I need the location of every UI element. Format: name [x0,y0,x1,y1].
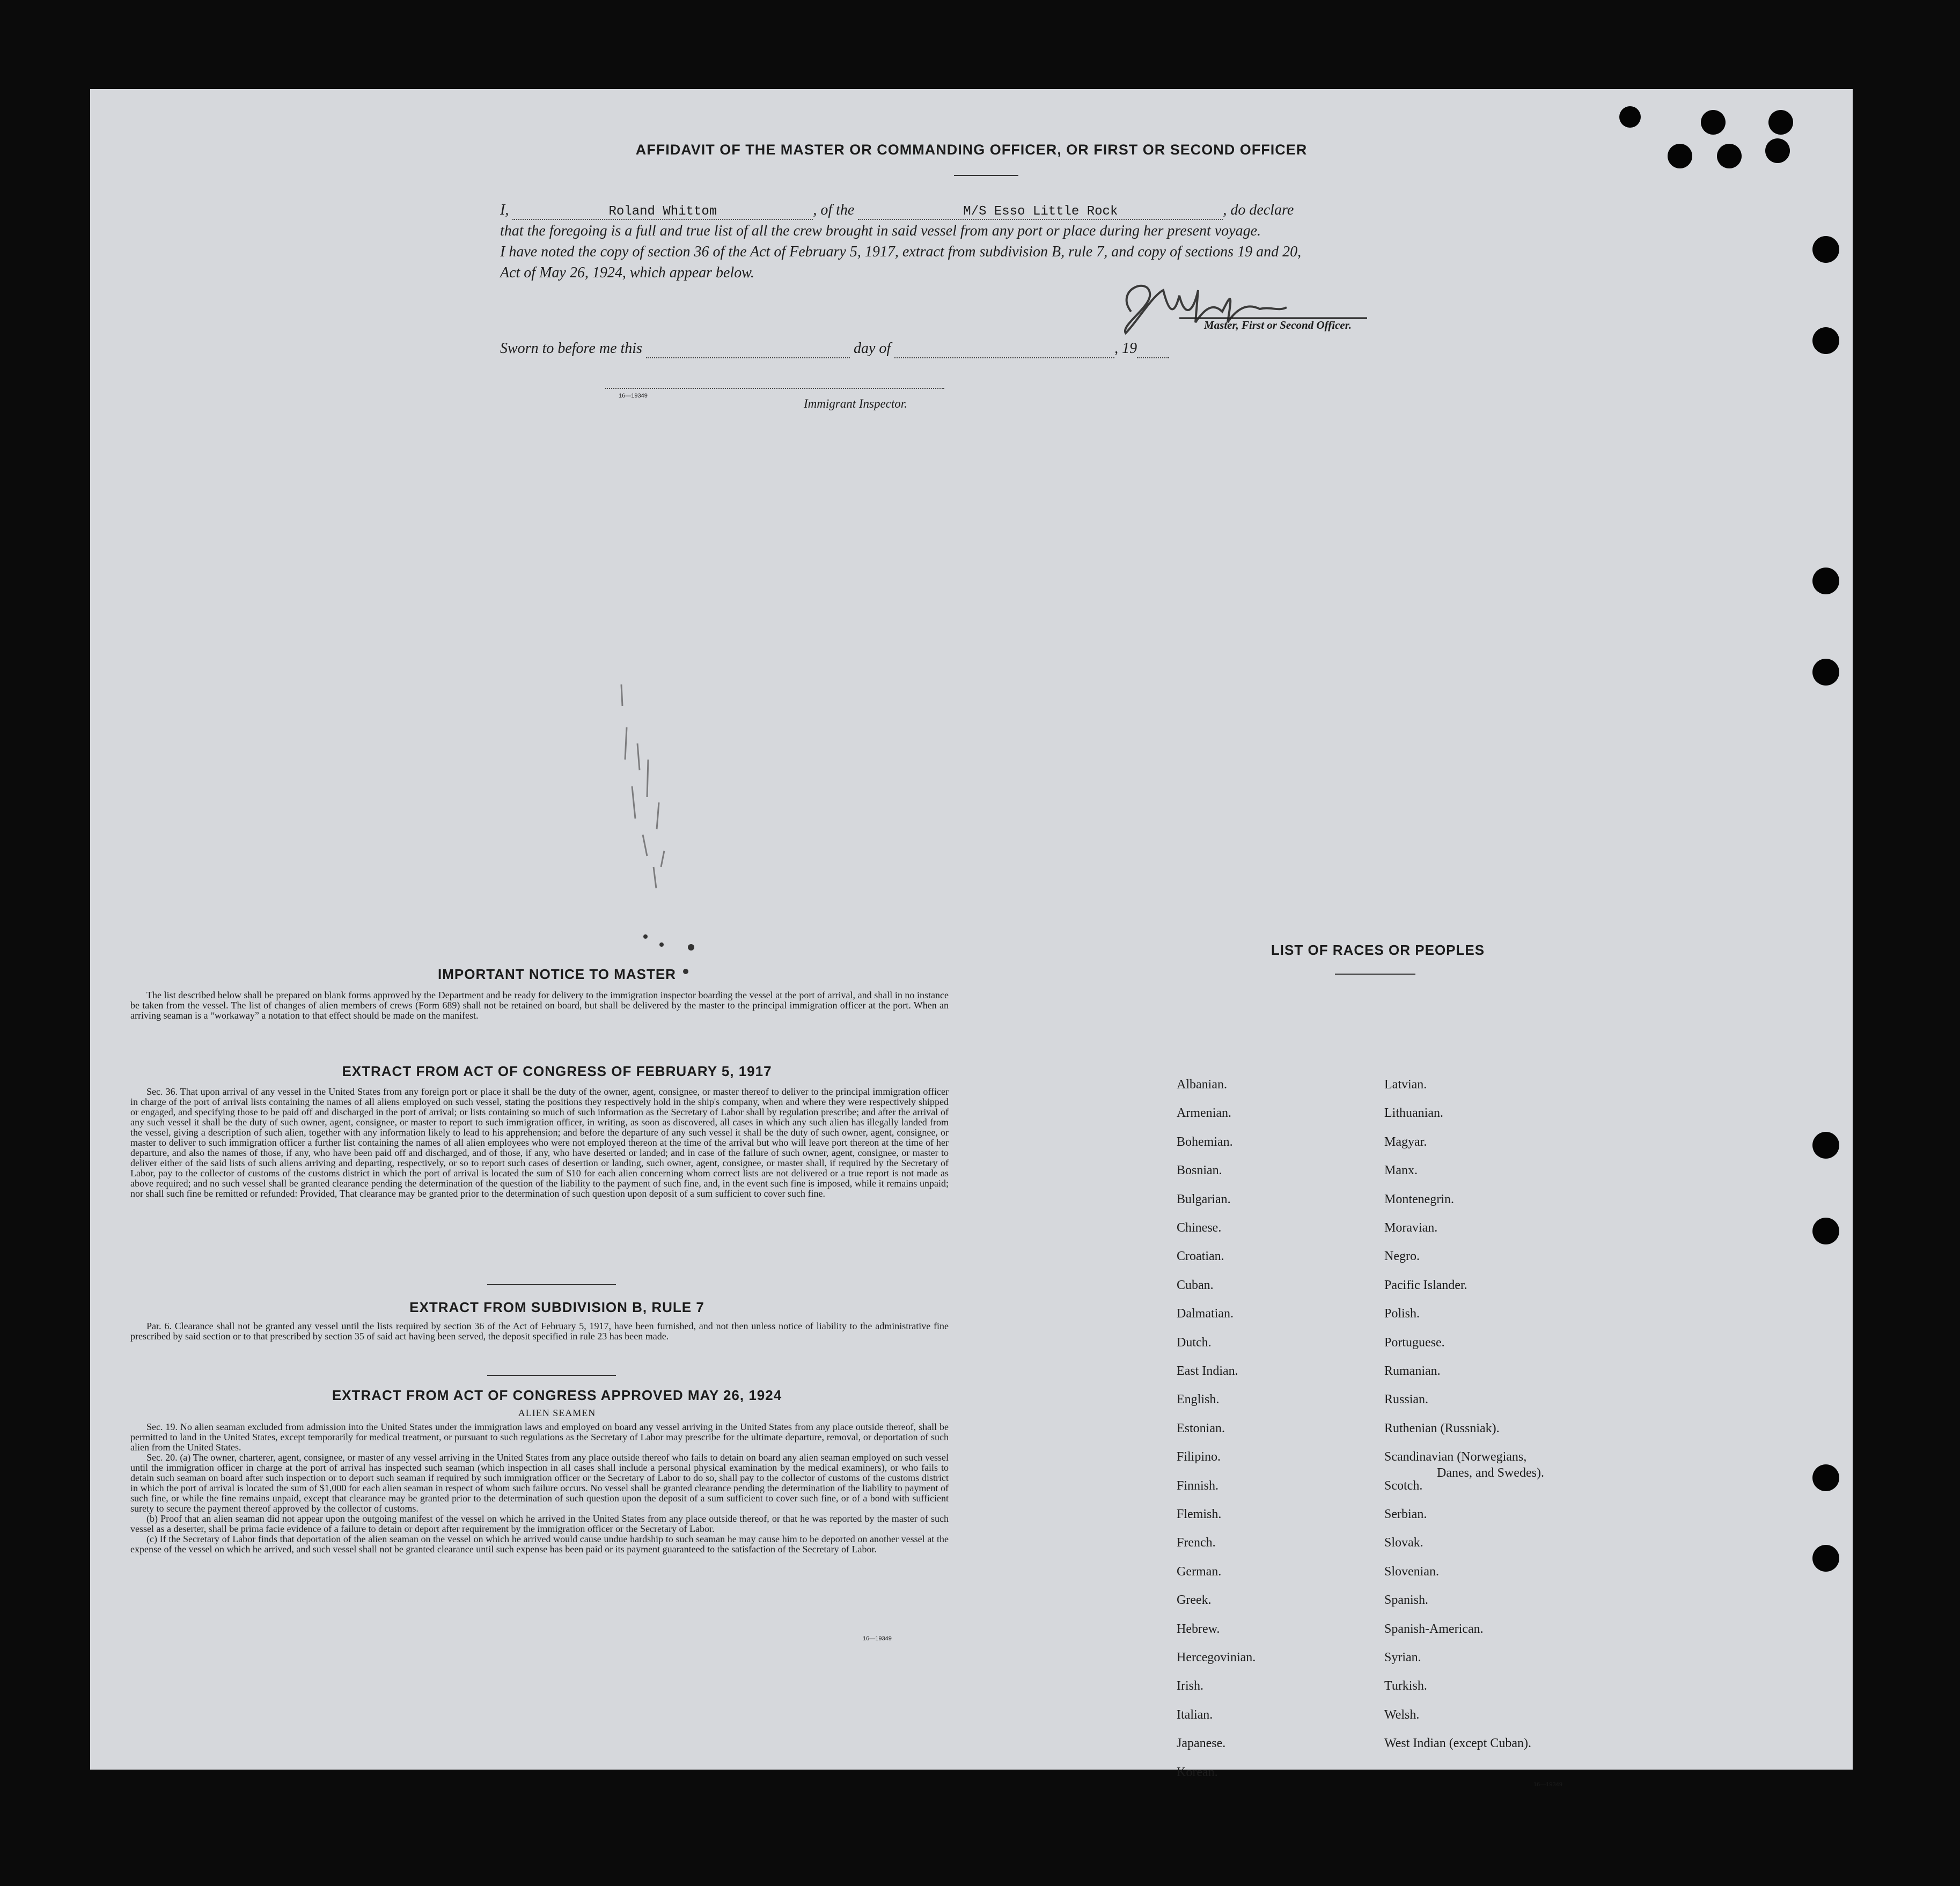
race-item: Finnish. [1177,1478,1219,1493]
extract-1917-text: Sec. 36. That upon arrival of any vessel in the United States from any foreign port or place it shall be the duty of the owner, agent, consignee, or master thereof to deliver to the principal immigration officer in charge of the port of arrival lists containing the names of all aliens employed on such vessel, stating the positions they respectively hold in the ship's company, when and where they were respectively shipped or engaged, and specifying those to be paid off and discharged in the port of arrival; or lists containing so much of such information as the Secretary of Labor shall by regulation prescribe; and after the arrival of any such vessel it shall be the duty of such owner, agent, consignee, or master to report to such immigration officer, in writing, as soon as discovered, all cases in which any such alien has illegally landed from the vessel, giving a description of such alien, together with any information likely to lead to his apprehension; and before the departure of any such vessel it shall be the duty of such owner, agent, consignee, or master to deliver to such immigration officer a further list containing the names of all alien employees who were not employed thereon at the time of the arrival but who will leave port thereon at the time of her departure, and also the names of those, if any, who have been paid off and discharged, and of those, if any, who have deserted or landed; and in case of the failure of such owner, agent, consignee, or master to deliver either of the said lists of such aliens arriving and departing, respectively, or so to report such cases of desertion or landing, such owner, agent, consignee, or master shall, if required by the Secretary of Labor, pay to the collector of customs of the customs district in which the port of arrival is located the sum of $10 for each alien concerning whom correct lists are not delivered or a true report is not made as above required; and no such vessel shall be granted clearance pending the determination of the question of the liability to the payment of such fine, and, in the event such fine is imposed, while it remains unpaid; nor shall such fine be remitted or refunded: Provided, That clearance may be granted prior to the determination of such question upon deposit of a sum sufficient to cover such fine. [130,1086,949,1199]
race-item: Polish. [1384,1307,1420,1321]
affidavit-line-2: that the foregoing is a full and true list of all the crew brought in said vessel from any port or place during her present voyage. [500,223,1261,239]
sworn-day-field [646,340,850,358]
affidavit-form-number: 16—19349 [619,393,648,399]
races-form-number: 16—19349 [1533,1781,1562,1788]
race-item: West Indian (except Cuban). [1384,1736,1531,1751]
day-of-label: day of [853,340,891,357]
race-item: Scotch. [1384,1478,1423,1493]
rule7-text: Par. 6. Clearance shall not be granted any vessel until the lists required by section 36 of the Act of February 5, 1917, have been furnished, and not then unless notice of liability to the administrative fine prescribed by said section or to that prescribed by section 35 of said act having been served, the deposit specified in rule 23 has been made. [130,1321,949,1342]
punch-hole [1619,106,1641,128]
race-item: Chinese. [1177,1221,1222,1235]
race-item: Bosnian. [1177,1163,1222,1178]
races-rule [1335,974,1415,975]
affidavit-line-4: Act of May 26, 1924, which appear below. [500,264,754,281]
extract-1924-subtitle: ALIEN SEAMEN [518,1408,596,1418]
inspector-caption: Immigrant Inspector. [804,397,907,410]
year-label: , 19 [1114,340,1137,357]
notice-text: The list described below shall be prepared on blank forms approved by the Department and be ready for delivery to the immigration inspector boarding the vessel at the port of arrival, and shall in no instance be taken from the vessel. The list of changes of alien members of crews (Form 689) shall not be retained on board, but shall be delivered by the master to the principal immigration officer at the port. When an arriving seaman is a “workaway” a notation to that effect should be made on the manifest. [130,990,949,1021]
i-label: I, [500,202,509,218]
race-item: East Indian. [1177,1364,1238,1378]
rule7-rule [487,1375,616,1376]
do-declare-label: , do declare [1223,202,1294,218]
race-item: Bulgarian. [1177,1192,1231,1206]
ink-smudge-image [573,679,713,985]
race-item: German. [1177,1564,1222,1579]
race-item: Portuguese. [1384,1335,1445,1350]
title-rule [954,175,1018,176]
race-item: Flemish. [1177,1507,1222,1521]
affidavit-title: AFFIDAVIT OF THE MASTER OR COMMANDING OFFICER, OR FIRST OR SECOND OFFICER [635,142,1308,158]
race-scandinavian-line-2: Danes, and Swedes). [1437,1466,1544,1480]
vessel-field [858,202,1223,220]
race-item: Ruthenian (Russniak). [1384,1421,1500,1435]
race-item: Albanian. [1177,1078,1227,1092]
extract-1924-body [130,1422,949,1555]
of-the-label: , of the [813,202,855,218]
document-sheet [90,89,1853,1788]
sworn-label: Sworn to before me this [500,340,642,357]
race-item: Slovak. [1384,1536,1423,1550]
race-item: Rumanian. [1384,1364,1441,1378]
punch-hole [1812,1545,1839,1572]
punch-hole [1812,659,1839,686]
punch-hole [1701,110,1726,135]
name-field [512,202,813,220]
punch-hole [1765,138,1790,163]
affidavit-line-3: I have noted the copy of section 36 of the Act of February 5, 1917, extract from subdivision B, rule 7, and copy of sections 19 and 20, [500,244,1302,260]
race-item: Manx. [1384,1163,1418,1178]
punch-hole [1668,144,1692,168]
races-title: LIST OF RACES OR PEOPLES [1271,942,1485,958]
race-item: Montenegrin. [1384,1192,1454,1206]
race-item: Slovenian. [1384,1564,1439,1579]
race-item: Magyar. [1384,1134,1427,1149]
punch-hole [1812,236,1839,263]
extract-1924-form-number: 16—19349 [863,1635,892,1642]
race-item: Lithuanian. [1384,1106,1443,1121]
race-item: Filipino. [1177,1450,1221,1464]
punch-hole [1812,327,1839,354]
affidavit-line-1 [500,202,1294,220]
rule7-title: EXTRACT FROM SUBDIVISION B, RULE 7 [409,1299,704,1315]
extract-1917-title: EXTRACT FROM ACT OF CONGRESS OF FEBRUARY 5, 1917 [342,1063,772,1079]
race-item: Croatian. [1177,1249,1224,1264]
sec19-text: Sec. 19. No alien seaman excluded from admission into the United States under the immigration laws and employed on board any vessel arriving in the United States from any place outside thereof, shall be permitted to land in the United States, except temporarily for medical treatment, or pursuant to such regulations as the Secretary of Labor may prescribe for the ultimate departure, removal, or deportation of such alien from the United States. [130,1421,949,1453]
race-item: Cuban. [1177,1278,1214,1292]
race-item: Hercegovinian. [1177,1651,1256,1664]
sec20b-text: (b) Proof that an alien seaman did not appear upon the outgoing manifest of the vessel on which he arrived in the United States from any place outside thereof, or that he was reported by the master of such vessel as a deserter, shall be prima facie evidence of a failure to detain or deport after requirement by the immigration officer or the Secretary of Labor. [130,1513,949,1534]
race-item: Armenian. [1177,1106,1231,1121]
sworn-line [500,340,1169,358]
race-item: Dalmatian. [1177,1307,1234,1321]
punch-hole [1812,1218,1839,1244]
race-item: Serbian. [1384,1507,1427,1521]
punch-hole [1812,568,1839,594]
punch-hole [1717,144,1742,168]
sworn-month-field [894,340,1114,358]
race-item: Japanese. [1177,1736,1226,1751]
race-item: Moravian. [1384,1221,1438,1235]
punch-hole [1812,1132,1839,1159]
race-item: Dutch. [1177,1335,1212,1350]
vessel-name: M/S Esso Little Rock [963,204,1118,219]
race-item: Italian. [1177,1707,1213,1722]
master-name: Roland Whittom [608,204,717,219]
race-item: Turkish. [1384,1679,1427,1693]
race-item: Welsh. [1384,1707,1420,1722]
extract-1917-rule [487,1284,616,1285]
race-item: Irish. [1177,1679,1203,1693]
year-field [1137,340,1169,358]
race-item: Spanish-American. [1384,1622,1484,1636]
race-item: Latvian. [1384,1078,1427,1092]
race-item: Scandinavian (Norwegians, [1384,1450,1527,1464]
race-item: Negro. [1384,1249,1420,1264]
race-item: Russian. [1384,1393,1429,1407]
punch-hole [1812,1464,1839,1491]
race-item: Pacific Islander. [1384,1278,1467,1292]
race-item: Korean. [1177,1765,1218,1779]
race-item: English. [1177,1393,1220,1407]
sec20a-text: Sec. 20. (a) The owner, charterer, agent, consignee, or master of any vessel arriving in the United States from any place outside thereof who fails to detain on board any alien seaman employed on such vessel until the immigration officer in charge at the port of arrival has inspected such seaman (which inspection in all cases shall include a personal physical examination by the medical examiners), or who fails to detain such seaman on board after such inspection or to deport such seaman if required by such immigration officer or the Secretary of Labor to do so, shall pay to the collector of customs of the customs district in which the port of arrival is located the sum of $1,000 for each alien seaman in respect of whom such failure occurs. No vessel shall be granted clearance pending the determination of the liability to payment of such fine, or while the fine remains unpaid, except that clearance may be granted prior to the determination of such question upon the deposit of a sum sufficient to cover such fine, or of a bond with sufficient surety to secure the payment thereof approved by the collector of customs. [130,1452,949,1514]
race-item: Bohemian. [1177,1134,1233,1149]
race-item: Estonian. [1177,1421,1225,1435]
race-item: Hebrew. [1177,1622,1220,1636]
punch-hole [1768,110,1793,135]
extract-1924-title: EXTRACT FROM ACT OF CONGRESS APPROVED MAY 26, 1924 [332,1387,782,1403]
notice-title: IMPORTANT NOTICE TO MASTER [438,966,676,982]
race-item: Syrian. [1384,1651,1421,1664]
race-item: French. [1177,1536,1216,1550]
race-item: Greek. [1177,1593,1212,1608]
race-item: Spanish. [1384,1593,1429,1608]
sec20c-text: (c) If the Secretary of Labor finds that deportation of the alien seaman on the vessel on which he arrived would cause undue hardship to such seaman he may cause him to be deported on another vessel at the expense of the vessel on which he arrived, and such vessel shall not be granted clearance until such expense has been paid or its payment guaranteed to the satisfaction of the Secretary of Labor. [130,1534,949,1555]
signature-caption: Master, First or Second Officer. [1204,319,1352,331]
inspector-line [605,388,944,389]
